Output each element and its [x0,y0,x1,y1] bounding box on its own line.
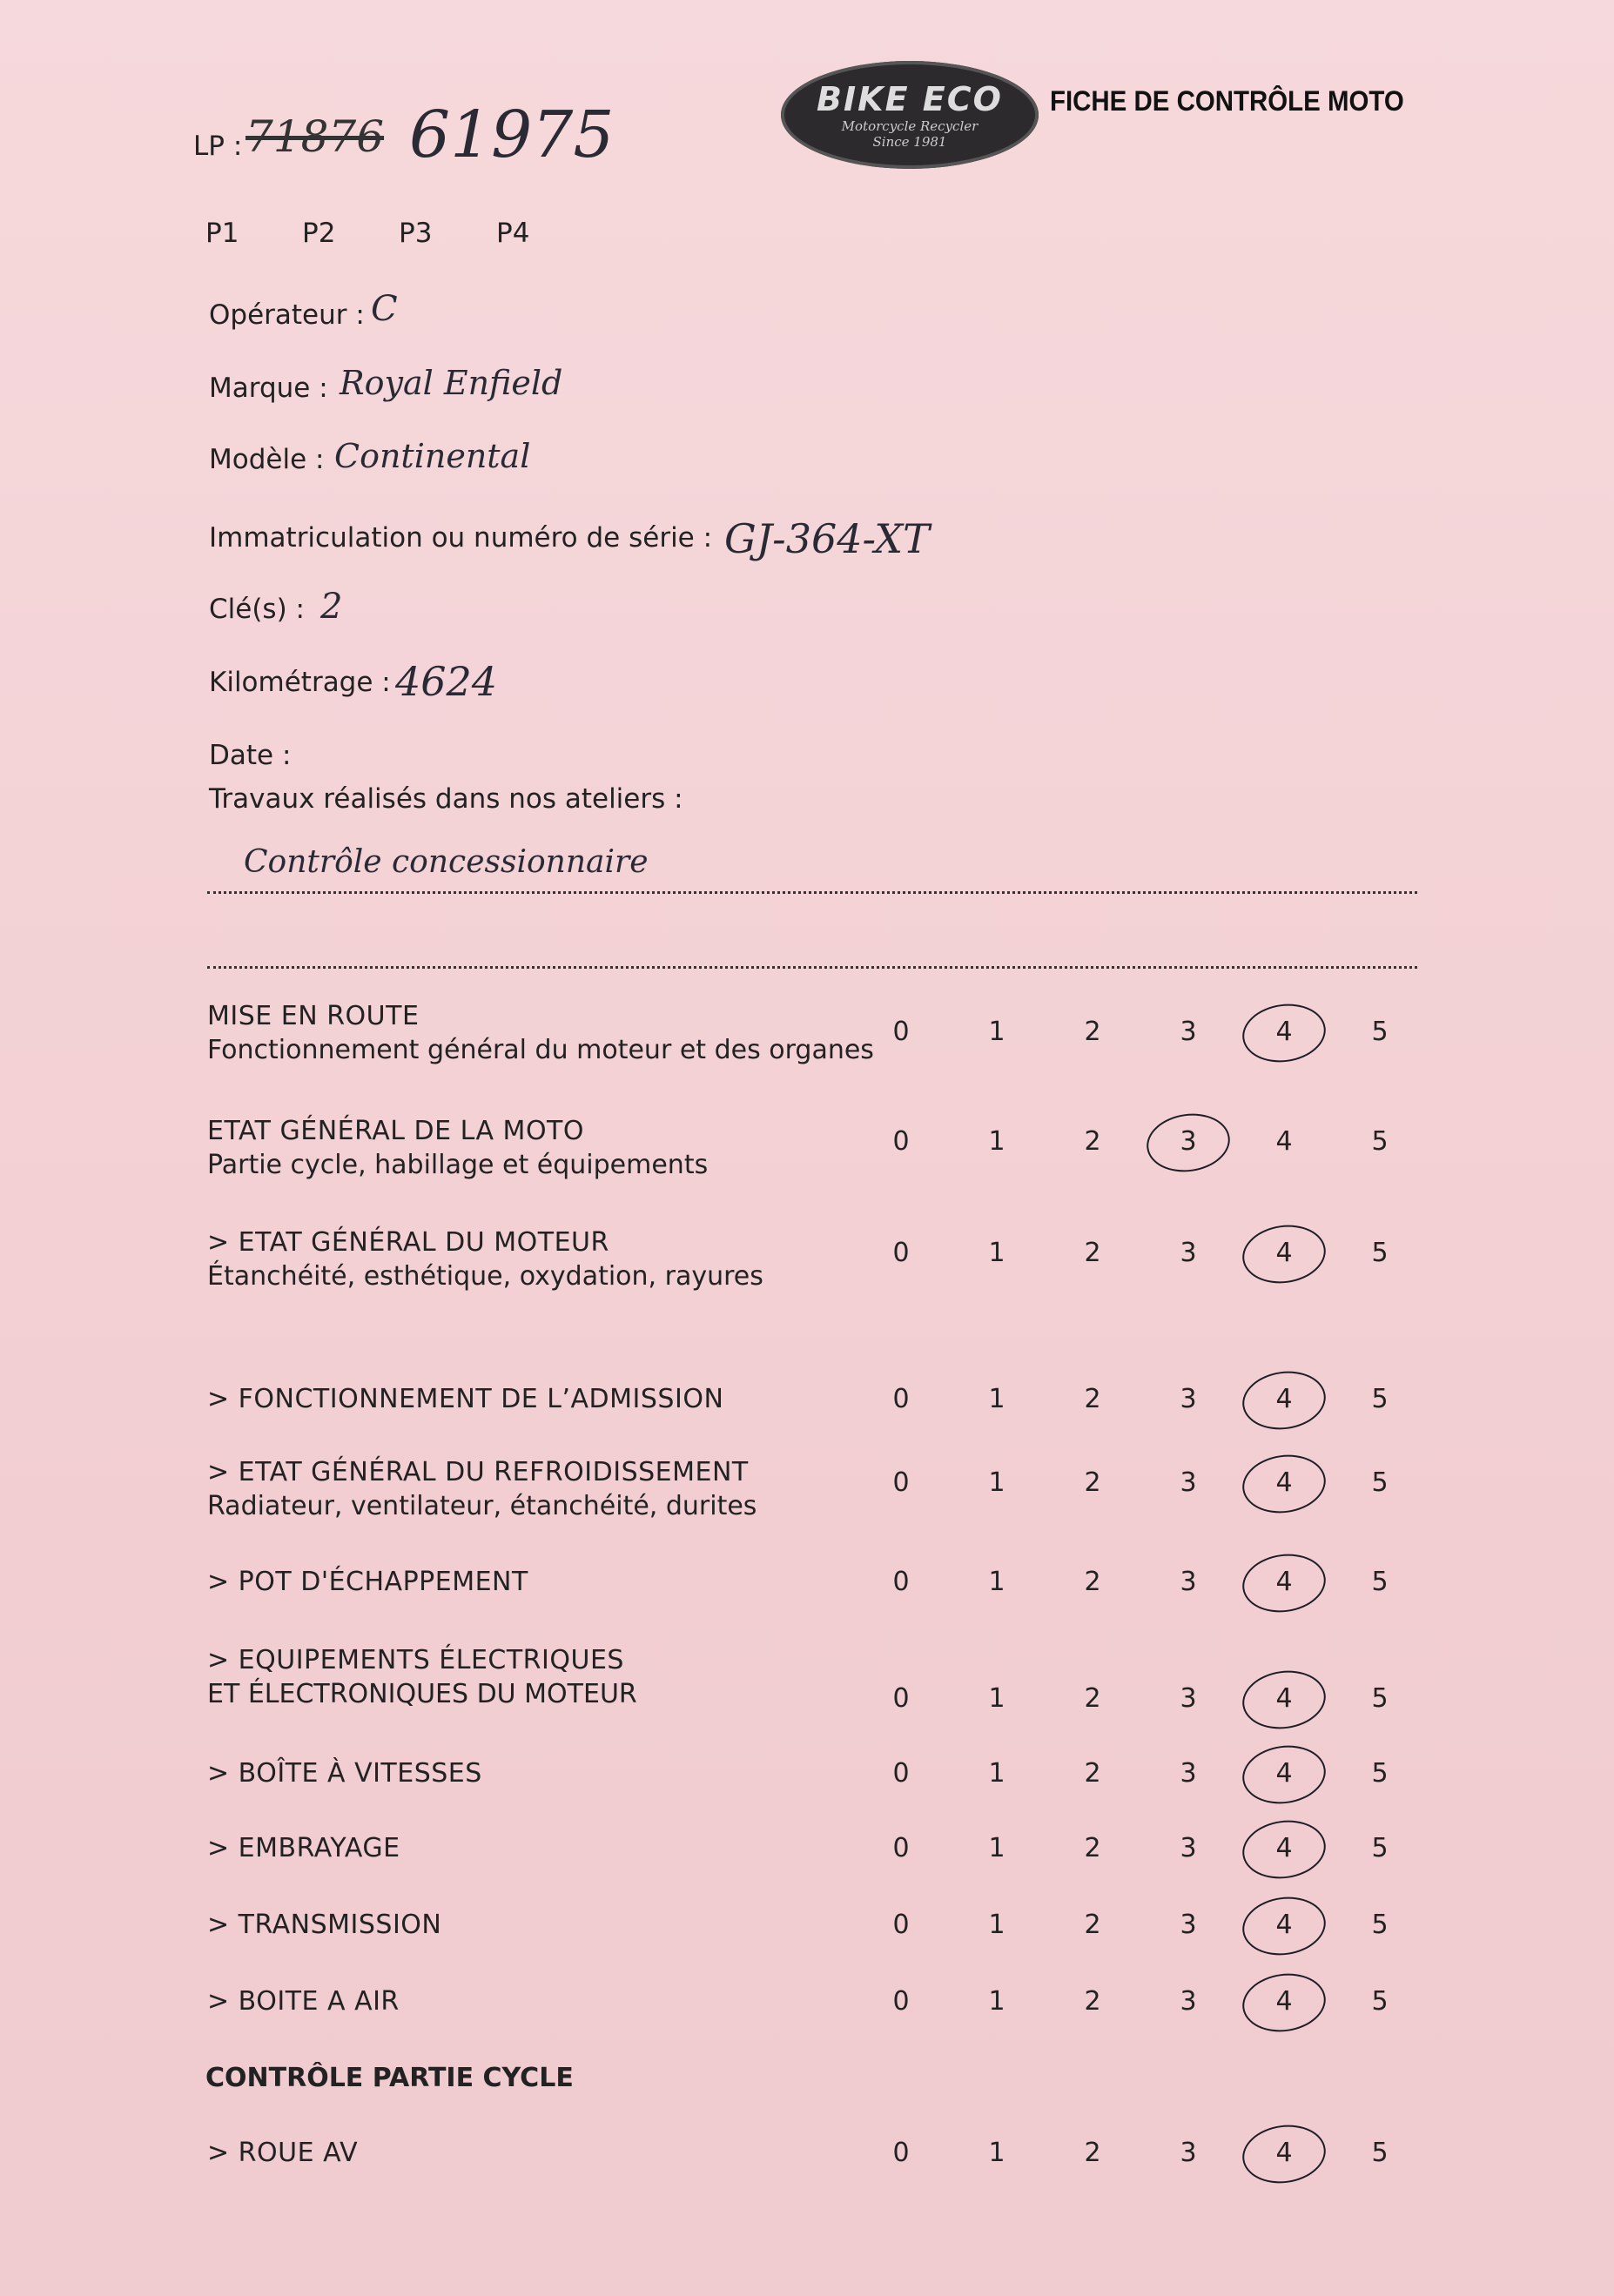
score-option-4[interactable]: 4 [1267,1910,1301,1940]
score-option-1[interactable]: 1 [988,1567,1005,1597]
score-option-1[interactable]: 1 [988,1017,1005,1047]
check-row-9 [207,1910,1426,1940]
lp-struck-number: 71876 [245,111,385,162]
score-option-5[interactable]: 5 [1371,1758,1389,1789]
score-option-1[interactable]: 1 [988,1758,1005,1789]
score-option-0[interactable]: 0 [892,1833,910,1863]
score-option-3[interactable]: 3 [1180,1910,1197,1940]
score-option-2[interactable]: 2 [1084,1467,1101,1498]
check-subtitle: Radiateur, ventilateur, étanchéité, durites [207,1491,757,1521]
score-option-3[interactable]: 3 [1180,1758,1197,1789]
score-option-1[interactable]: 1 [988,1683,1005,1714]
score-option-4[interactable]: 4 [1267,1384,1301,1414]
position-p4: P4 [496,218,530,249]
check-row-cycle-0 [207,2138,1426,2168]
check-row-5 [207,1567,1426,1597]
score-option-0[interactable]: 0 [892,1567,910,1597]
check-title: MISE EN ROUTE [207,1001,420,1031]
keys-label: Clé(s) : [209,594,305,625]
score-option-1[interactable]: 1 [988,1833,1005,1863]
score-option-5[interactable]: 5 [1371,1986,1389,2017]
score-option-1[interactable]: 1 [988,1126,1005,1157]
score-option-5[interactable]: 5 [1371,2138,1389,2168]
score-option-0[interactable]: 0 [892,1467,910,1498]
score-option-3[interactable]: 3 [1171,1126,1206,1157]
mileage-label: Kilométrage : [209,667,391,698]
works-line1-value: Contrôle concessionnaire [244,844,649,880]
score-option-2[interactable]: 2 [1084,1017,1101,1047]
score-option-1[interactable]: 1 [988,1910,1005,1940]
score-option-4[interactable]: 4 [1275,1126,1293,1157]
score-option-1[interactable]: 1 [988,2138,1005,2168]
check-title: ETAT GÉNÉRAL DE LA MOTO [207,1116,584,1146]
model-label: Modèle : [209,444,325,475]
score-option-5[interactable]: 5 [1371,1238,1389,1268]
registration-label: Immatriculation ou numéro de série : [209,522,713,554]
check-row-8 [207,1833,1426,1863]
score-option-0[interactable]: 0 [892,1384,910,1414]
score-option-4[interactable]: 4 [1267,1683,1301,1714]
score-option-2[interactable]: 2 [1084,2138,1101,2168]
position-p2: P2 [302,218,336,249]
document-title: FICHE DE CONTRÔLE MOTO [1050,85,1404,117]
score-option-5[interactable]: 5 [1371,1910,1389,1940]
score-option-0[interactable]: 0 [892,1126,910,1157]
check-row-4 [207,1457,1426,1521]
operator-label: Opérateur : [209,299,365,331]
position-p3: P3 [399,218,433,249]
check-row-1 [207,1116,1426,1180]
score-option-5[interactable]: 5 [1371,1833,1389,1863]
lp-label: LP : [193,131,243,162]
check-subtitle: Partie cycle, habillage et équipements [207,1150,709,1180]
score-option-1[interactable]: 1 [988,1467,1005,1498]
logo-line1: Motorcycle Recycler [841,118,978,134]
works-label: Travaux réalisés dans nos ateliers : [209,783,683,815]
score-option-4[interactable]: 4 [1267,1238,1301,1268]
check-subtitle: Fonctionnement général du moteur et des organes [207,1035,874,1065]
check-title: > POT D'ÉCHAPPEMENT [207,1567,528,1597]
score-option-0[interactable]: 0 [892,1758,910,1789]
score-option-2[interactable]: 2 [1084,1126,1101,1157]
score-option-0[interactable]: 0 [892,1683,910,1714]
score-option-3[interactable]: 3 [1180,2138,1197,2168]
score-option-0[interactable]: 0 [892,1910,910,1940]
check-title: > BOÎTE À VITESSES [207,1758,482,1789]
score-option-4[interactable]: 4 [1267,1986,1301,2017]
score-option-4[interactable]: 4 [1267,1567,1301,1597]
score-option-2[interactable]: 2 [1084,1683,1101,1714]
check-title: > BOITE A AIR [207,1986,400,2017]
score-option-3[interactable]: 3 [1180,1238,1197,1268]
score-option-2[interactable]: 2 [1084,1986,1101,2017]
keys-value: 2 [320,587,343,627]
bike-eco-logo [781,61,1039,169]
score-option-3[interactable]: 3 [1180,1986,1197,2017]
score-option-1[interactable]: 1 [988,1986,1005,2017]
score-option-2[interactable]: 2 [1084,1567,1101,1597]
check-row-0 [207,1001,1426,1065]
check-row-10 [207,1986,1426,2017]
score-option-4[interactable]: 4 [1267,1833,1301,1863]
model-value: Continental [334,437,531,475]
score-option-4[interactable]: 4 [1267,2138,1301,2168]
check-row-3 [207,1384,1426,1414]
works-dotted-line-1 [207,891,1417,894]
check-title: > ROUE AV [207,2138,359,2168]
score-option-3[interactable]: 3 [1180,1384,1197,1414]
score-option-5[interactable]: 5 [1371,1467,1389,1498]
brand-label: Marque : [209,373,328,404]
check-row-6 [207,1645,1426,1714]
score-option-5[interactable]: 5 [1371,1384,1389,1414]
brand-value: Royal Enfield [340,364,563,402]
check-title: > EMBRAYAGE [207,1833,400,1863]
check-row-2 [207,1227,1426,1292]
check-title: > TRANSMISSION [207,1910,442,1940]
score-option-1[interactable]: 1 [988,1384,1005,1414]
score-option-0[interactable]: 0 [892,2138,910,2168]
score-option-3[interactable]: 3 [1180,1567,1197,1597]
works-dotted-line-2 [207,966,1417,969]
cycle-section-title: CONTRÔLE PARTIE CYCLE [205,2063,574,2093]
check-title: > FONCTIONNEMENT DE L’ADMISSION [207,1384,724,1414]
score-option-4[interactable]: 4 [1267,1758,1301,1789]
score-option-4[interactable]: 4 [1267,1017,1301,1047]
score-option-0[interactable]: 0 [892,1017,910,1047]
score-option-4[interactable]: 4 [1267,1467,1301,1498]
logo-main-text: BIKE ECO [817,80,1003,118]
score-option-3[interactable]: 3 [1180,1833,1197,1863]
score-option-2[interactable]: 2 [1084,1238,1101,1268]
logo-line2: Since 1981 [872,134,947,150]
score-option-0[interactable]: 0 [892,1238,910,1268]
check-title: > ETAT GÉNÉRAL DU REFROIDISSEMENT [207,1457,749,1487]
check-title: > ETAT GÉNÉRAL DU MOTEUR [207,1227,609,1258]
date-label: Date : [209,740,292,771]
lp-number: 61975 [409,97,615,172]
check-row-7 [207,1758,1426,1789]
score-option-1[interactable]: 1 [988,1238,1005,1268]
score-option-2[interactable]: 2 [1084,1910,1101,1940]
mileage-value: 4624 [395,658,498,705]
score-option-0[interactable]: 0 [892,1986,910,2017]
score-option-5[interactable]: 5 [1371,1683,1389,1714]
score-option-2[interactable]: 2 [1084,1384,1101,1414]
score-option-5[interactable]: 5 [1371,1567,1389,1597]
check-subtitle: Étanchéité, esthétique, oxydation, rayures [207,1261,763,1292]
score-option-5[interactable]: 5 [1371,1017,1389,1047]
registration-value: GJ-364-XT [724,515,930,562]
check-subtitle: ET ÉLECTRONIQUES DU MOTEUR [207,1679,637,1709]
score-option-2[interactable]: 2 [1084,1833,1101,1863]
score-option-3[interactable]: 3 [1180,1683,1197,1714]
position-p1: P1 [205,218,239,249]
check-title: > EQUIPEMENTS ÉLECTRIQUES [207,1645,624,1675]
score-option-5[interactable]: 5 [1371,1126,1389,1157]
score-option-2[interactable]: 2 [1084,1758,1101,1789]
score-option-3[interactable]: 3 [1180,1017,1197,1047]
operator-value: C [371,289,398,329]
score-option-3[interactable]: 3 [1180,1467,1197,1498]
